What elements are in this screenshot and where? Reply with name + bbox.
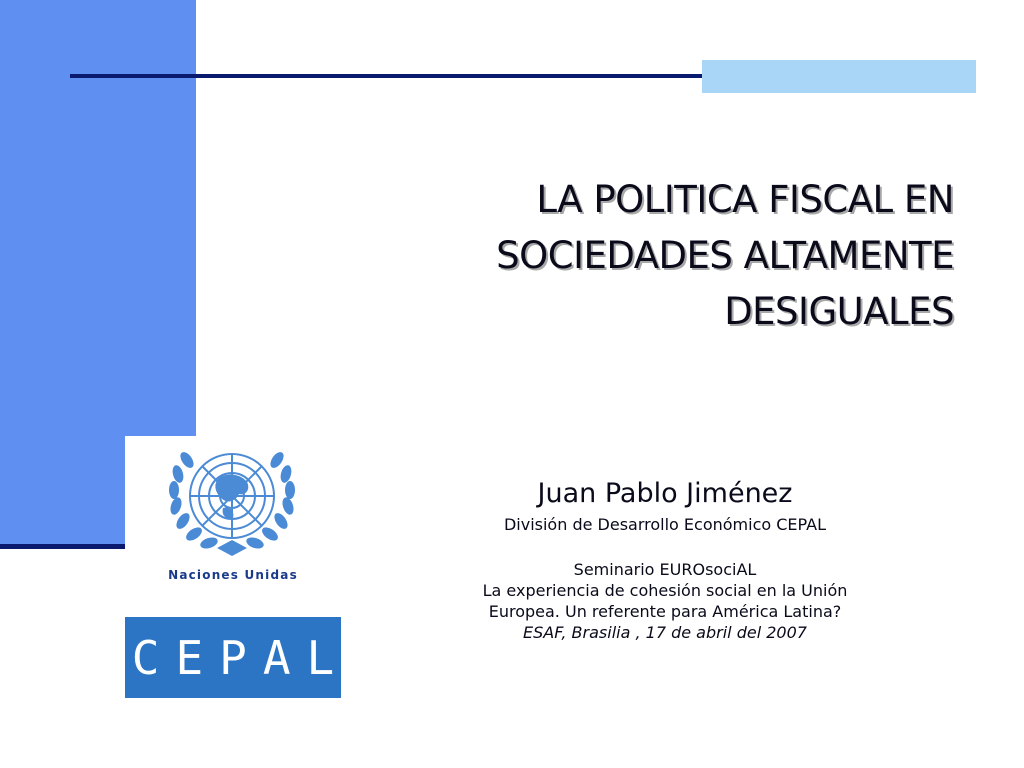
affiliation: División de Desarrollo Económico CEPAL — [503, 515, 827, 534]
title-line-2: SOCIEDADES ALTAMENTE — [496, 234, 954, 277]
un-label: Naciones Unidas — [168, 568, 298, 582]
seminar-name: Seminario EUROsociAL — [573, 560, 757, 579]
presenter-block — [360, 474, 970, 643]
spacer — [360, 535, 970, 559]
un-logo — [125, 436, 341, 594]
subtitle-line-1: La experiencia de cohesión social en la Unión — [482, 581, 848, 600]
slide-title — [334, 172, 954, 340]
top-accent-bar — [702, 60, 976, 93]
author-name: Juan Pablo Jiménez — [537, 478, 793, 509]
un-emblem-icon — [161, 438, 303, 562]
title-line-3: DESIGUALES — [724, 290, 954, 333]
title-line-1: LA POLITICA FISCAL EN — [536, 178, 954, 221]
cepal-logo — [125, 617, 351, 698]
event-details: ESAF, Brasilia , 17 de abril del 2007 — [523, 623, 807, 642]
left-divider-line — [0, 544, 126, 549]
subtitle-line-2: Europea. Un referente para América Latina? — [488, 602, 842, 621]
cepal-label: CEPAL — [131, 630, 351, 685]
